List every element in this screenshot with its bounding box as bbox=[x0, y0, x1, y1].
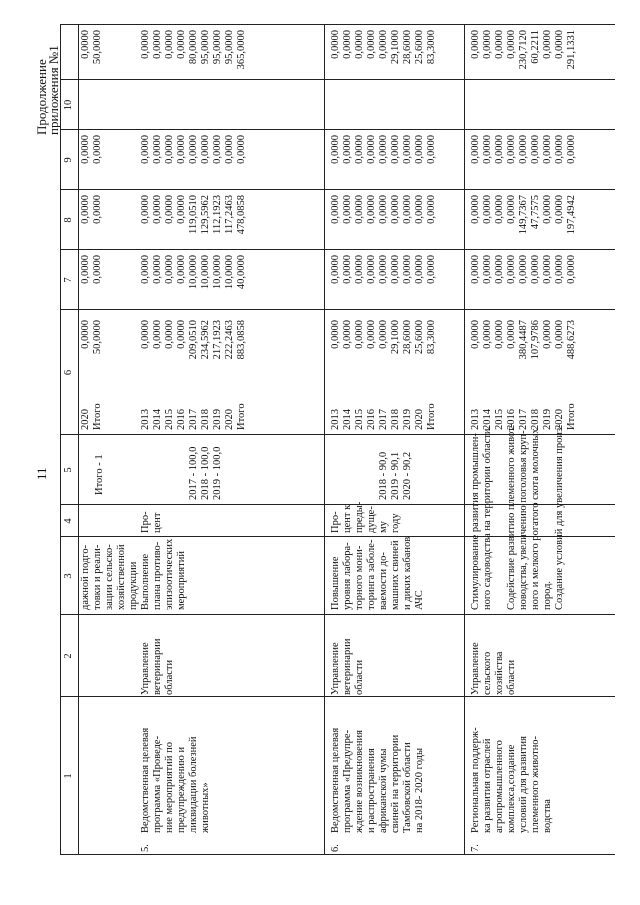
amount-regional: 0,0000 bbox=[354, 195, 365, 224]
column-number-6: 6 bbox=[63, 369, 74, 376]
amount-total: 883,0858 bbox=[236, 320, 247, 360]
amount-regional: 47,7575 bbox=[530, 195, 541, 230]
amount-federal: 0,0000 bbox=[566, 255, 577, 284]
goal-text: и диких кабанов bbox=[402, 536, 413, 610]
amount-other: 29,1000 bbox=[390, 30, 401, 65]
row-number: 5. bbox=[140, 844, 151, 852]
column-number-1: 1 bbox=[63, 773, 74, 779]
goal-text: уровня лабора- bbox=[342, 542, 353, 610]
goal-text: Повышение bbox=[330, 556, 341, 610]
program-name: ка развития отраслей bbox=[482, 738, 493, 833]
amount-regional: 0,0000 bbox=[176, 195, 187, 224]
amount-total: 0,0000 bbox=[494, 320, 505, 349]
program-name: Региональная поддерж- bbox=[470, 727, 481, 833]
year-cell: 2016 bbox=[176, 409, 187, 430]
amount-other: 365,0000 bbox=[236, 30, 247, 70]
amount-total: 0,0000 bbox=[164, 320, 175, 349]
executor-name: ветеринарии bbox=[342, 638, 353, 695]
amount-local: 0,0000 bbox=[470, 135, 481, 164]
amount-local: 0,0000 bbox=[342, 135, 353, 164]
goal-text: Выполнение bbox=[140, 553, 151, 610]
amount-other: 50,0000 bbox=[92, 30, 103, 65]
year-cell: Итого bbox=[236, 403, 247, 430]
year-cell: 2018 bbox=[200, 409, 211, 430]
amount-local: 0,0000 bbox=[402, 135, 413, 164]
amount-local: 0,0000 bbox=[390, 135, 401, 164]
amount-regional: 129,5962 bbox=[200, 195, 211, 235]
indicator-value: 2018 - 90,0 bbox=[378, 451, 389, 500]
amount-regional: 197,4942 bbox=[566, 195, 577, 235]
goal-text: торинга заболе- bbox=[366, 539, 377, 610]
goal-text: Содействие развитию племенного живот- bbox=[506, 423, 517, 610]
amount-federal: 0,0000 bbox=[482, 255, 493, 284]
year-cell: 2014 bbox=[152, 409, 163, 430]
goal-text: машних свиней bbox=[390, 540, 401, 610]
year-cell: 2020 bbox=[80, 409, 91, 430]
goal-text: Создание условий для увеличения произ- bbox=[554, 424, 565, 610]
goal-text: мероприятий bbox=[176, 551, 187, 610]
column-number-7: 7 bbox=[63, 277, 74, 283]
unit-text: Про- bbox=[330, 511, 341, 533]
amount-total: 0,0000 bbox=[80, 320, 91, 349]
amount-other: 0,0000 bbox=[542, 30, 553, 59]
amount-regional: 119,0510 bbox=[188, 195, 199, 234]
amount-local: 0,0000 bbox=[426, 135, 437, 164]
column-number-3: 3 bbox=[63, 573, 74, 579]
amount-total: 217,1923 bbox=[212, 320, 223, 360]
amount-other: 80,0000 bbox=[188, 30, 199, 65]
amount-regional: 0,0000 bbox=[378, 195, 389, 224]
amount-total: 29,1000 bbox=[390, 320, 401, 355]
amount-regional: 112,1923 bbox=[212, 195, 223, 234]
unit-text: му bbox=[378, 521, 389, 533]
amount-regional: 0,0000 bbox=[342, 195, 353, 224]
amount-federal: 10,0000 bbox=[212, 255, 223, 290]
page-header-title: Продолжение приложения №1 bbox=[34, 45, 61, 135]
program-name: программа «Предупре- bbox=[342, 729, 353, 833]
goal-text: ного и мелкого рогатого скота молочных bbox=[530, 428, 541, 610]
amount-total: 380,4487 bbox=[518, 320, 529, 360]
amount-federal: 0,0000 bbox=[542, 255, 553, 284]
amount-regional: 0,0000 bbox=[402, 195, 413, 224]
executor-name: Управление bbox=[330, 642, 341, 695]
amount-other: 95,0000 bbox=[224, 30, 235, 65]
amount-federal: 0,0000 bbox=[518, 255, 529, 284]
amount-regional: 0,0000 bbox=[482, 195, 493, 224]
amount-other: 0,0000 bbox=[378, 30, 389, 59]
amount-federal: 0,0000 bbox=[426, 255, 437, 284]
amount-local: 0,0000 bbox=[224, 135, 235, 164]
amount-total: 0,0000 bbox=[152, 320, 163, 349]
unit-text: Про- bbox=[140, 511, 151, 533]
amount-regional: 0,0000 bbox=[494, 195, 505, 224]
amount-regional: 0,0000 bbox=[366, 195, 377, 224]
amount-total: 0,0000 bbox=[330, 320, 341, 349]
column-number-8: 8 bbox=[63, 217, 74, 223]
year-cell: 2019 bbox=[542, 409, 553, 430]
column-number-4: 4 bbox=[63, 518, 74, 524]
amount-regional: 0,0000 bbox=[140, 195, 151, 224]
amount-federal: 0,0000 bbox=[530, 255, 541, 284]
amount-total: 488,6273 bbox=[566, 320, 577, 360]
amount-other: 0,0000 bbox=[152, 30, 163, 59]
amount-local: 0,0000 bbox=[92, 135, 103, 164]
year-cell: 2013 bbox=[140, 409, 151, 430]
amount-regional: 149,7367 bbox=[518, 195, 529, 235]
amount-total: 0,0000 bbox=[176, 320, 187, 349]
executor-name: сельского bbox=[482, 651, 493, 695]
amount-federal: 10,0000 bbox=[224, 255, 235, 290]
program-name: ние мероприятий по bbox=[164, 742, 175, 833]
goal-text: хозяйственной bbox=[116, 544, 127, 610]
amount-regional: 0,0000 bbox=[92, 195, 103, 224]
amount-regional: 0,0000 bbox=[80, 195, 91, 224]
amount-local: 0,0000 bbox=[482, 135, 493, 164]
amount-local: 0,0000 bbox=[530, 135, 541, 164]
amount-local: 0,0000 bbox=[140, 135, 151, 164]
goal-text: ваемости до- bbox=[378, 552, 389, 610]
year-cell: 2017 bbox=[518, 409, 529, 430]
amount-federal: 0,0000 bbox=[554, 255, 565, 284]
amount-total: 0,0000 bbox=[554, 320, 565, 349]
amount-local: 0,0000 bbox=[152, 135, 163, 164]
unit-text: преды- bbox=[354, 501, 365, 533]
amount-local: 0,0000 bbox=[80, 135, 91, 164]
amount-regional: 0,0000 bbox=[390, 195, 401, 224]
amount-federal: 0,0000 bbox=[494, 255, 505, 284]
amount-total: 0,0000 bbox=[354, 320, 365, 349]
amount-local: 0,0000 bbox=[554, 135, 565, 164]
goal-text: плана противо- bbox=[152, 541, 163, 610]
amount-federal: 0,0000 bbox=[80, 255, 91, 284]
executor-name: Управление bbox=[140, 642, 151, 695]
amount-total: 0,0000 bbox=[470, 320, 481, 349]
table-vertical-rule bbox=[60, 854, 615, 855]
amount-total: 234,5962 bbox=[200, 320, 211, 360]
amount-regional: 0,0000 bbox=[506, 195, 517, 224]
indicator-value: 2018 - 100,0 bbox=[200, 446, 211, 500]
year-cell: 2013 bbox=[470, 409, 481, 430]
amount-other: 0,0000 bbox=[80, 30, 91, 59]
goal-text: ного садоводства на территории области. bbox=[482, 425, 493, 610]
amount-total: 209,0510 bbox=[188, 320, 199, 360]
amount-regional: 0,0000 bbox=[164, 195, 175, 224]
program-name: африканской чумы bbox=[378, 748, 389, 833]
page-number: 11 bbox=[34, 467, 49, 480]
goal-text: продукции bbox=[128, 561, 139, 610]
program-name: Ведомственная целевая bbox=[140, 727, 151, 833]
indicator-value: 2019 - 90,1 bbox=[390, 451, 401, 500]
amount-federal: 0,0000 bbox=[366, 255, 377, 284]
amount-other: 0,0000 bbox=[176, 30, 187, 59]
amount-regional: 0,0000 bbox=[470, 195, 481, 224]
amount-local: 0,0000 bbox=[200, 135, 211, 164]
amount-local: 0,0000 bbox=[414, 135, 425, 164]
program-name: комплекса,создание bbox=[506, 744, 517, 833]
goal-text: пород. bbox=[542, 580, 553, 610]
column-number-2: 2 bbox=[63, 653, 74, 659]
unit-text: цент к bbox=[342, 504, 353, 533]
executor-name: Управление bbox=[470, 642, 481, 695]
table-vertical-rule bbox=[60, 24, 615, 25]
executor-name: области bbox=[164, 659, 175, 695]
amount-federal: 0,0000 bbox=[402, 255, 413, 284]
amount-local: 0,0000 bbox=[176, 135, 187, 164]
amount-other: 95,0000 bbox=[212, 30, 223, 65]
table-vertical-rule bbox=[60, 696, 615, 697]
program-name: водства bbox=[542, 799, 553, 833]
goal-text: Стимулирование развития промышлен- bbox=[470, 433, 481, 610]
unit-text: дуще- bbox=[366, 506, 377, 533]
amount-federal: 0,0000 bbox=[506, 255, 517, 284]
year-cell: 2015 bbox=[494, 409, 505, 430]
amount-other: 0,0000 bbox=[330, 30, 341, 59]
amount-total: 222,2463 bbox=[224, 320, 235, 360]
amount-local: 0,0000 bbox=[188, 135, 199, 164]
amount-total: 50,0000 bbox=[92, 320, 103, 355]
table-horizontal-rule bbox=[464, 25, 465, 855]
goal-text: товки и реали- bbox=[92, 544, 103, 610]
amount-federal: 0,0000 bbox=[92, 255, 103, 284]
amount-local: 0,0000 bbox=[164, 135, 175, 164]
indicator-value: 2019 - 100,0 bbox=[212, 446, 223, 500]
amount-total: 0,0000 bbox=[482, 320, 493, 349]
executor-name: хозяйства bbox=[494, 651, 505, 695]
program-name: программа «Проведе- bbox=[152, 735, 163, 833]
table-horizontal-rule bbox=[324, 25, 325, 855]
amount-regional: 0,0000 bbox=[554, 195, 565, 224]
table-horizontal-rule bbox=[60, 25, 61, 855]
amount-federal: 0,0000 bbox=[470, 255, 481, 284]
executor-name: ветеринарии bbox=[152, 638, 163, 695]
amount-federal: 10,0000 bbox=[188, 255, 199, 290]
amount-local: 0,0000 bbox=[494, 135, 505, 164]
indicator-value: Итого - 1 bbox=[94, 454, 105, 495]
column-number-10: 10 bbox=[63, 99, 74, 111]
amount-federal: 0,0000 bbox=[414, 255, 425, 284]
budget-table bbox=[60, 25, 615, 855]
year-cell: Итого bbox=[426, 403, 437, 430]
amount-local: 0,0000 bbox=[212, 135, 223, 164]
year-cell: 2016 bbox=[366, 409, 377, 430]
amount-federal: 0,0000 bbox=[378, 255, 389, 284]
goal-text: АЧС bbox=[414, 590, 425, 610]
amount-regional: 0,0000 bbox=[426, 195, 437, 224]
amount-other: 0,0000 bbox=[506, 30, 517, 59]
goal-text: зации сельско- bbox=[104, 544, 115, 610]
program-name: Тамбовской области bbox=[402, 742, 413, 833]
amount-regional: 478,0858 bbox=[236, 195, 247, 235]
year-cell: 2014 bbox=[342, 409, 353, 430]
amount-total: 0,0000 bbox=[342, 320, 353, 349]
year-cell: 2020 bbox=[414, 409, 425, 430]
amount-other: 0,0000 bbox=[354, 30, 365, 59]
year-cell: Итого bbox=[566, 403, 577, 430]
program-name: агропромышленного bbox=[494, 740, 505, 833]
goal-text: новодства, увеличению поголовья круп- bbox=[518, 430, 529, 610]
year-cell: 2013 bbox=[330, 409, 341, 430]
amount-other: 0,0000 bbox=[342, 30, 353, 59]
amount-federal: 0,0000 bbox=[330, 255, 341, 284]
row-number: 6. bbox=[330, 844, 341, 852]
amount-local: 0,0000 bbox=[518, 135, 529, 164]
amount-federal: 0,0000 bbox=[390, 255, 401, 284]
amount-other: 25,6000 bbox=[414, 30, 425, 65]
year-cell: Итого bbox=[92, 403, 103, 430]
amount-federal: 0,0000 bbox=[342, 255, 353, 284]
year-cell: 2015 bbox=[164, 409, 175, 430]
table-vertical-rule bbox=[60, 614, 615, 615]
year-cell: 2017 bbox=[378, 409, 389, 430]
amount-other: 0,0000 bbox=[494, 30, 505, 59]
amount-federal: 40,0000 bbox=[236, 255, 247, 290]
unit-text: году bbox=[390, 513, 401, 533]
amount-other: 95,0000 bbox=[200, 30, 211, 65]
amount-local: 0,0000 bbox=[236, 135, 247, 164]
amount-total: 107,9786 bbox=[530, 320, 541, 360]
amount-local: 0,0000 bbox=[542, 135, 553, 164]
program-name: ждение возникновения bbox=[354, 730, 365, 833]
amount-local: 0,0000 bbox=[354, 135, 365, 164]
year-cell: 2019 bbox=[212, 409, 223, 430]
column-number-9: 9 bbox=[63, 157, 74, 163]
goal-text: торного мони- bbox=[354, 545, 365, 610]
amount-regional: 117,2463 bbox=[224, 195, 235, 234]
amount-other: 83,3000 bbox=[426, 30, 437, 65]
year-cell: 2014 bbox=[482, 409, 493, 430]
amount-total: 0,0000 bbox=[140, 320, 151, 349]
indicator-value: 2017 - 100,0 bbox=[188, 446, 199, 500]
amount-total: 28,6000 bbox=[402, 320, 413, 355]
amount-federal: 0,0000 bbox=[354, 255, 365, 284]
amount-total: 25,6000 bbox=[414, 320, 425, 355]
amount-other: 0,0000 bbox=[366, 30, 377, 59]
amount-total: 83,3000 bbox=[426, 320, 437, 355]
year-cell: 2020 bbox=[224, 409, 235, 430]
amount-federal: 0,0000 bbox=[164, 255, 175, 284]
amount-local: 0,0000 bbox=[566, 135, 577, 164]
amount-total: 0,0000 bbox=[542, 320, 553, 349]
amount-federal: 0,0000 bbox=[176, 255, 187, 284]
goal-text: эпизоотических bbox=[164, 538, 175, 610]
amount-other: 28,6000 bbox=[402, 30, 413, 65]
amount-regional: 0,0000 bbox=[330, 195, 341, 224]
year-cell: 2016 bbox=[506, 409, 517, 430]
amount-local: 0,0000 bbox=[366, 135, 377, 164]
goal-text: дажной подго- bbox=[80, 544, 91, 610]
amount-local: 0,0000 bbox=[378, 135, 389, 164]
program-name: ликвидации болезней bbox=[188, 736, 199, 833]
indicator-value: 2020 - 90,2 bbox=[402, 451, 413, 500]
year-cell: 2018 bbox=[390, 409, 401, 430]
unit-text: цент bbox=[152, 512, 163, 533]
year-cell: 2015 bbox=[354, 409, 365, 430]
amount-federal: 0,0000 bbox=[140, 255, 151, 284]
program-name: животных» bbox=[200, 782, 211, 833]
amount-total: 0,0000 bbox=[506, 320, 517, 349]
year-cell: 2018 bbox=[530, 409, 541, 430]
program-name: на 2018- 2020 годы bbox=[414, 747, 425, 833]
amount-other: 0,0000 bbox=[164, 30, 175, 59]
amount-total: 0,0000 bbox=[366, 320, 377, 349]
amount-regional: 0,0000 bbox=[414, 195, 425, 224]
amount-local: 0,0000 bbox=[506, 135, 517, 164]
year-cell: 2020 bbox=[554, 409, 565, 430]
amount-other: 0,0000 bbox=[482, 30, 493, 59]
amount-federal: 10,0000 bbox=[200, 255, 211, 290]
executor-name: области bbox=[354, 659, 365, 695]
program-name: племенного животно- bbox=[530, 735, 541, 833]
year-cell: 2019 bbox=[402, 409, 413, 430]
amount-regional: 0,0000 bbox=[152, 195, 163, 224]
row-number: 7. bbox=[470, 844, 481, 852]
program-name: Ведомственная целевая bbox=[330, 727, 341, 833]
amount-other: 0,0000 bbox=[470, 30, 481, 59]
program-name: и распространения bbox=[366, 748, 377, 833]
year-cell: 2017 bbox=[188, 409, 199, 430]
amount-regional: 0,0000 bbox=[542, 195, 553, 224]
amount-federal: 0,0000 bbox=[152, 255, 163, 284]
amount-other: 0,0000 bbox=[140, 30, 151, 59]
amount-local: 0,0000 bbox=[330, 135, 341, 164]
amount-total: 0,0000 bbox=[378, 320, 389, 349]
executor-name: области bbox=[506, 659, 517, 695]
amount-other: 291,1331 bbox=[566, 30, 577, 70]
amount-other: 230,7120 bbox=[518, 30, 529, 70]
amount-other: 60,2211 bbox=[530, 30, 541, 64]
column-number-5: 5 bbox=[63, 467, 74, 473]
program-name: условий для развития bbox=[518, 736, 529, 833]
amount-other: 0,0000 bbox=[554, 30, 565, 59]
table-horizontal-rule bbox=[78, 25, 79, 855]
program-name: свиней на территории bbox=[390, 734, 401, 833]
program-name: предупреждению и bbox=[176, 746, 187, 833]
